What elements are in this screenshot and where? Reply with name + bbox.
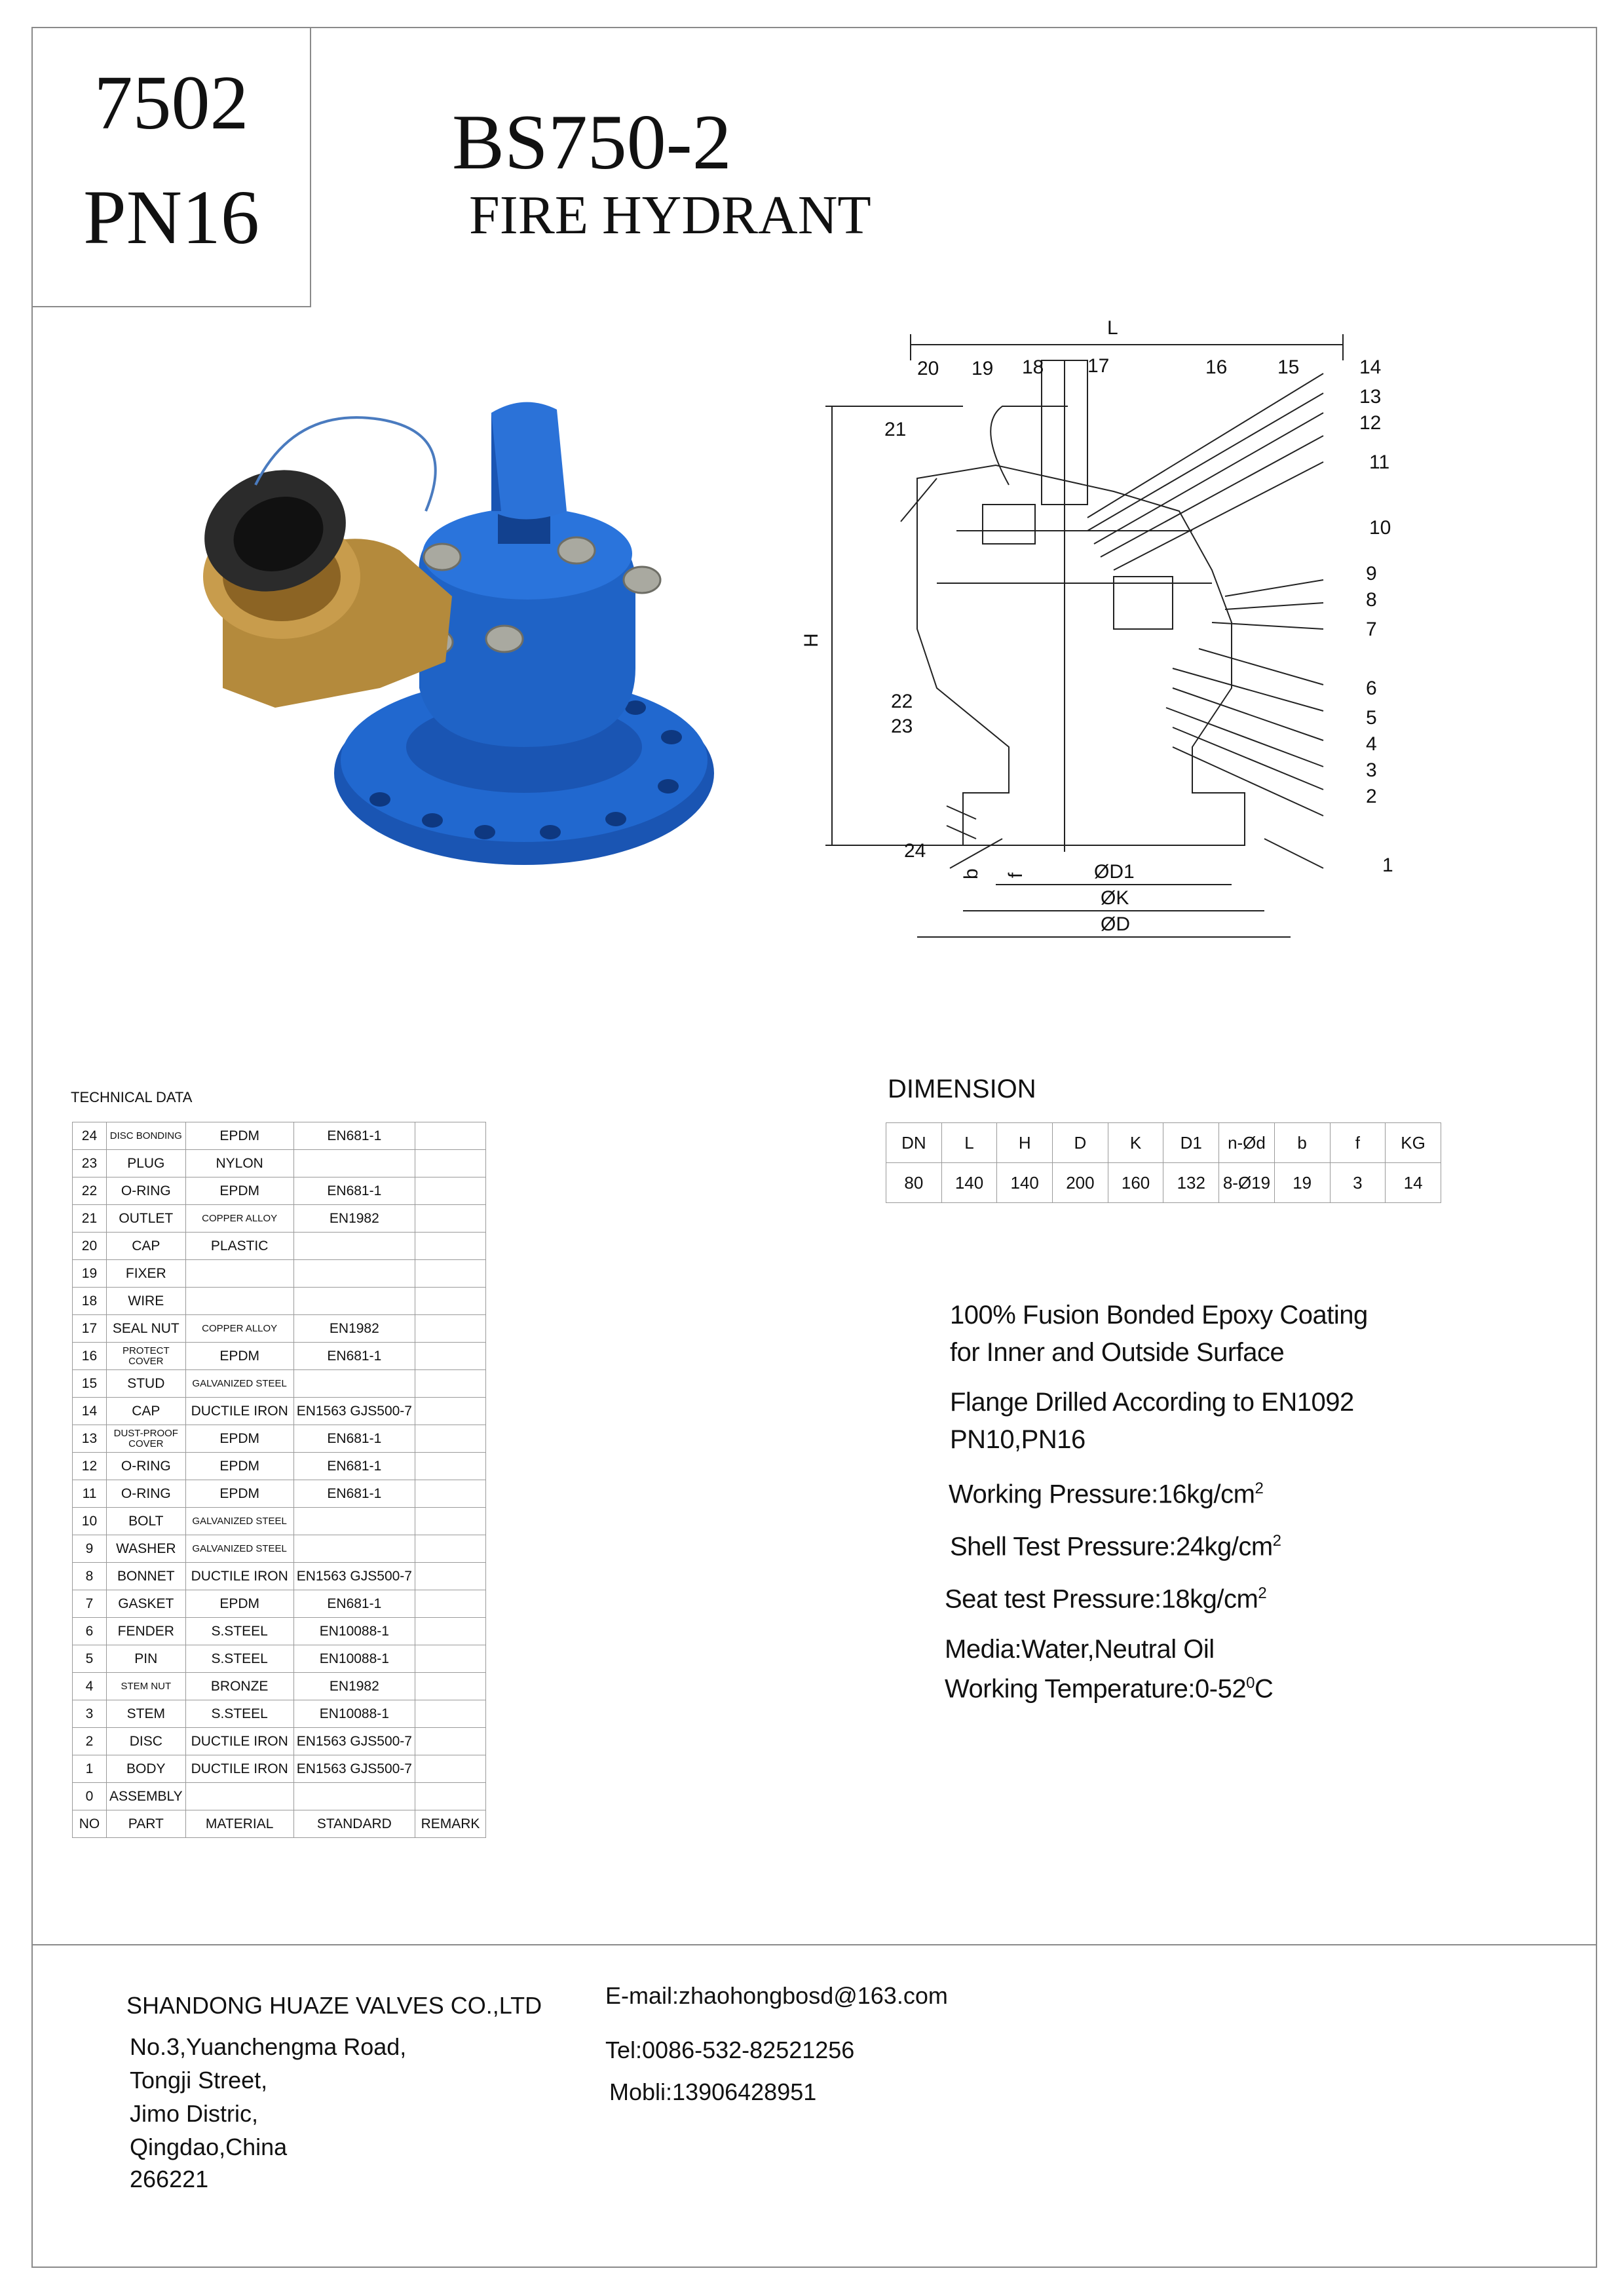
svg-text:8: 8 [1366,589,1377,611]
tech-cell-standard: STANDARD [293,1810,415,1838]
tech-cell-part: O-RING [106,1480,185,1508]
tech-cell-remark [415,1645,485,1673]
pressure-class: PN16 [83,174,259,260]
tech-row [73,1783,486,1810]
tech-row [73,1150,486,1177]
tech-row [73,1122,486,1150]
tech-cell-part: FIXER [106,1260,185,1288]
tech-cell-material: EPDM [185,1425,293,1453]
mobile[interactable]: Mobli:13906428951 [609,2078,817,2105]
tech-row [73,1810,486,1838]
footer-divider [31,1944,1597,1945]
tech-cell-remark [415,1288,485,1315]
tech-cell-material: S.STEEL [185,1645,293,1673]
svg-text:21: 21 [884,419,907,440]
technical-data-table [72,1122,486,1838]
tech-cell-no: 3 [73,1700,107,1728]
tech-cell-no: 2 [73,1728,107,1755]
tech-cell-no: 11 [73,1480,107,1508]
tech-cell-remark [415,1122,485,1150]
tech-cell-standard [293,1508,415,1535]
tech-row [73,1288,486,1315]
tech-cell-standard [293,1783,415,1810]
tech-cell-material: DUCTILE IRON [185,1755,293,1783]
tech-cell-no: 10 [73,1508,107,1535]
tech-cell-no: 17 [73,1315,107,1343]
tech-cell-standard [293,1288,415,1315]
tech-row [73,1398,486,1425]
tech-cell-standard: EN1563 GJS500-7 [293,1398,415,1425]
dimension-col-2: H [997,1123,1053,1163]
svg-text:20: 20 [917,358,939,379]
svg-text:13: 13 [1359,386,1382,408]
tech-cell-part: O-RING [106,1453,185,1480]
dim-label-f: f [1005,872,1027,878]
tech-cell-material: EPDM [185,1480,293,1508]
operating-cap [491,402,567,520]
svg-text:2: 2 [1366,786,1377,807]
tech-cell-part: DUST-PROOF COVER [106,1425,185,1453]
tech-cell-no: 22 [73,1177,107,1205]
standard-title: BS750-2 [452,98,732,185]
tech-cell-remark [415,1425,485,1453]
tech-cell-no: 8 [73,1563,107,1590]
tech-row [73,1535,486,1563]
tech-row [73,1673,486,1700]
svg-text:3: 3 [1366,759,1377,781]
dim-label-K: ØK [1101,887,1129,909]
tech-cell-remark [415,1315,485,1343]
spec-flange-2: PN10,PN16 [950,1425,1086,1454]
dimension-value-1: 140 [941,1163,997,1203]
tech-cell-material: DUCTILE IRON [185,1398,293,1425]
dimension-col-3: D [1053,1123,1108,1163]
tech-cell-part: WASHER [106,1535,185,1563]
tech-cell-part: CAP [106,1233,185,1260]
tech-cell-standard: EN681-1 [293,1480,415,1508]
dimension-value-2: 140 [997,1163,1053,1203]
body-outline [917,465,1245,845]
tech-cell-remark [415,1370,485,1398]
tech-cell-part: O-RING [106,1177,185,1205]
email[interactable]: E-mail:zhaohongbosd@163.com [605,1982,948,2009]
tech-cell-standard: EN1982 [293,1205,415,1233]
tech-cell-remark [415,1233,485,1260]
tech-cell-standard [293,1370,415,1398]
tech-row [73,1260,486,1288]
tech-cell-remark [415,1700,485,1728]
tech-row [73,1508,486,1535]
product-title: FIRE HYDRANT [469,185,871,246]
product-photo [183,380,734,878]
dim-label-L: L [1107,317,1118,339]
tech-cell-no: 18 [73,1288,107,1315]
tech-cell-remark [415,1728,485,1755]
tech-cell-part: STEM NUT [106,1673,185,1700]
svg-text:1: 1 [1382,854,1393,876]
dimension-col-5: D1 [1163,1123,1219,1163]
tech-row [73,1700,486,1728]
tech-cell-remark [415,1453,485,1480]
tech-cell-part: OUTLET [106,1205,185,1233]
dimension-value-3: 200 [1053,1163,1108,1203]
svg-text:24: 24 [904,840,926,862]
dim-label-b: b [960,868,982,879]
tech-cell-material: GALVANIZED STEEL [185,1508,293,1535]
tech-cell-no: NO [73,1810,107,1838]
tech-cell-part: CAP [106,1398,185,1425]
tech-cell-part: STUD [106,1370,185,1398]
tech-cell-material: BRONZE [185,1673,293,1700]
dimension-value-5: 132 [1163,1163,1219,1203]
tech-cell-remark [415,1343,485,1370]
tech-cell-material: GALVANIZED STEEL [185,1370,293,1398]
address-line-3: Jimo Distric, [130,2100,258,2127]
tech-cell-standard: EN681-1 [293,1177,415,1205]
tech-cell-remark [415,1618,485,1645]
tech-cell-remark: REMARK [415,1810,485,1838]
tech-cell-material [185,1783,293,1810]
tech-cell-part: DISC BONDING [106,1122,185,1150]
section-drawing [801,317,1448,944]
tech-row [73,1425,486,1453]
tech-cell-no: 5 [73,1645,107,1673]
tech-cell-no: 24 [73,1122,107,1150]
spec-seat-test: Seat test $Pressure:18kg/cm^2$ [945,1584,1267,1614]
tech-cell-standard: EN1563 GJS500-7 [293,1563,415,1590]
dim-label-D1: ØD1 [1094,861,1135,883]
spec-coating-1: 100% Fusion Bonded Epoxy Coating [950,1301,1368,1330]
tech-cell-no: 4 [73,1673,107,1700]
svg-text:5: 5 [1366,707,1377,729]
tech-cell-no: 16 [73,1343,107,1370]
tech-row [73,1343,486,1370]
dimension-value-6: 8-Ø19 [1219,1163,1275,1203]
dimension-value-0: 80 [886,1163,942,1203]
dimension-col-6: n-Ød [1219,1123,1275,1163]
tech-cell-remark [415,1590,485,1618]
svg-text:6: 6 [1366,678,1377,699]
dimension-value-4: 160 [1108,1163,1163,1203]
tech-cell-remark [415,1480,485,1508]
spec-media: Media:Water,Neutral Oil [945,1635,1215,1664]
tech-cell-remark [415,1783,485,1810]
tech-cell-material: GALVANIZED STEEL [185,1535,293,1563]
tech-row [73,1233,486,1260]
tech-cell-remark [415,1755,485,1783]
tech-cell-no: 6 [73,1618,107,1645]
tech-cell-standard: EN10088-1 [293,1618,415,1645]
tech-cell-no: 7 [73,1590,107,1618]
dimension-header-row [886,1123,1441,1163]
svg-text:16: 16 [1205,356,1228,378]
tech-cell-part: DISC [106,1728,185,1755]
tech-cell-material: COPPER ALLOY [185,1315,293,1343]
tech-cell-material: EPDM [185,1590,293,1618]
dim-label-D: ØD [1101,913,1130,935]
spec-working-pressure: Working $Pressure:16kg/cm^2$ [949,1480,1264,1509]
tech-cell-part: WIRE [106,1288,185,1315]
tech-cell-no: 20 [73,1233,107,1260]
svg-text:15: 15 [1277,356,1300,378]
tech-cell-material: NYLON [185,1150,293,1177]
tech-row [73,1177,486,1205]
tech-cell-no: 14 [73,1398,107,1425]
tech-cell-standard: EN10088-1 [293,1645,415,1673]
tech-cell-part: BONNET [106,1563,185,1590]
tech-cell-standard [293,1260,415,1288]
tech-cell-remark [415,1563,485,1590]
dimension-col-8: f [1330,1123,1386,1163]
tech-cell-standard [293,1150,415,1177]
postcode: 266221 [130,2166,209,2192]
tech-row [73,1618,486,1645]
tech-cell-no: 19 [73,1260,107,1288]
tech-cell-material [185,1260,293,1288]
tech-cell-standard: EN681-1 [293,1453,415,1480]
tech-cell-part: STEM [106,1700,185,1728]
spec-coating-2: for Inner and Outside Surface [950,1338,1285,1367]
tech-cell-no: 23 [73,1150,107,1177]
dimension-value-row [886,1163,1441,1203]
tech-cell-part: ASSEMBLY [106,1783,185,1810]
spec-flange-1: Flange Drilled According to EN1092 [950,1388,1354,1417]
tech-row [73,1755,486,1783]
dim-label-H: H [801,633,822,647]
tech-cell-part: PIN [106,1645,185,1673]
svg-text:7: 7 [1366,619,1377,640]
dimension-title: DIMENSION [888,1075,1036,1103]
tech-cell-material: EPDM [185,1343,293,1370]
dimension-col-7: b [1274,1123,1330,1163]
tech-cell-part: GASKET [106,1590,185,1618]
model-number: 7502 [94,60,249,145]
tech-cell-standard: EN681-1 [293,1425,415,1453]
tech-cell-standard: EN681-1 [293,1122,415,1150]
tech-cell-part: PLUG [106,1150,185,1177]
tech-row [73,1728,486,1755]
tech-cell-material: DUCTILE IRON [185,1728,293,1755]
tech-cell-standard: EN10088-1 [293,1700,415,1728]
tech-data-title: TECHNICAL DATA [71,1089,193,1105]
tech-row [73,1370,486,1398]
tech-cell-remark [415,1177,485,1205]
tech-row [73,1563,486,1590]
svg-text:9: 9 [1366,563,1377,584]
tech-cell-standard: EN1982 [293,1315,415,1343]
dimension-value-7: 19 [1274,1163,1330,1203]
svg-text:23: 23 [891,716,913,737]
tech-cell-material: PLASTIC [185,1233,293,1260]
tech-cell-no: 0 [73,1783,107,1810]
svg-text:22: 22 [891,691,913,712]
tech-row [73,1205,486,1233]
tech-cell-remark [415,1398,485,1425]
dimension-col-9: KG [1386,1123,1441,1163]
tech-cell-part: PROTECT COVER [106,1343,185,1370]
tech-cell-material: EPDM [185,1122,293,1150]
tech-cell-remark [415,1205,485,1233]
spec-shell-test: Shell Test $Pressure:24kg/cm^2$ [950,1532,1281,1561]
dimension-col-4: K [1108,1123,1163,1163]
company-name: SHANDONG HUAZE VALVES CO.,LTD [126,1992,542,2019]
tech-row [73,1480,486,1508]
dimension-value-9: 14 [1386,1163,1441,1203]
address-line-2: Tongji Street, [130,2067,268,2094]
tech-cell-remark [415,1260,485,1288]
telephone[interactable]: Tel:0086-532-82521256 [605,2037,855,2063]
tech-cell-material: COPPER ALLOY [185,1205,293,1233]
svg-text:11: 11 [1369,451,1390,473]
tech-cell-standard: EN681-1 [293,1343,415,1370]
tech-cell-no: 15 [73,1370,107,1398]
tech-row [73,1315,486,1343]
address-line-4: Qingdao,China [130,2133,288,2160]
tech-cell-part: FENDER [106,1618,185,1645]
dimension-value-8: 3 [1330,1163,1386,1203]
tech-cell-material: S.STEEL [185,1618,293,1645]
svg-text:12: 12 [1359,412,1382,434]
tech-row [73,1453,486,1480]
tech-cell-standard: EN681-1 [293,1590,415,1618]
tech-cell-standard: EN1563 GJS500-7 [293,1755,415,1783]
tech-cell-standard: EN1563 GJS500-7 [293,1728,415,1755]
model-box [31,27,311,307]
tech-cell-remark [415,1150,485,1177]
svg-text:17: 17 [1087,355,1110,377]
tech-cell-standard: EN1982 [293,1673,415,1700]
svg-text:10: 10 [1369,517,1391,539]
svg-text:4: 4 [1366,733,1377,755]
tech-cell-part: BOLT [106,1508,185,1535]
tech-cell-no: 1 [73,1755,107,1783]
tech-cell-no: 12 [73,1453,107,1480]
tech-cell-part: SEAL NUT [106,1315,185,1343]
tech-cell-material [185,1288,293,1315]
tech-cell-remark [415,1508,485,1535]
tech-cell-no: 9 [73,1535,107,1563]
dimension-col-0: DN [886,1123,942,1163]
tech-cell-part: PART [106,1810,185,1838]
tech-cell-standard [293,1233,415,1260]
tech-cell-material: EPDM [185,1177,293,1205]
tech-cell-material: MATERIAL [185,1810,293,1838]
tech-cell-material: EPDM [185,1453,293,1480]
dimension-col-1: L [941,1123,997,1163]
svg-text:14: 14 [1359,356,1382,378]
dimension-table [886,1122,1441,1203]
tech-cell-no: 21 [73,1205,107,1233]
tech-row [73,1590,486,1618]
address-line-1: No.3,Yuanchengma Road, [130,2033,407,2060]
tech-cell-part: BODY [106,1755,185,1783]
tech-cell-material: S.STEEL [185,1700,293,1728]
tech-cell-remark [415,1535,485,1563]
tech-cell-remark [415,1673,485,1700]
tech-cell-standard [293,1535,415,1563]
spec-working-temperature: Working $Temperature:0-52^0C$ [945,1674,1274,1704]
tech-cell-material: DUCTILE IRON [185,1563,293,1590]
svg-text:19: 19 [972,358,994,379]
tech-row [73,1645,486,1673]
svg-text:18: 18 [1022,356,1044,378]
tech-cell-no: 13 [73,1425,107,1453]
